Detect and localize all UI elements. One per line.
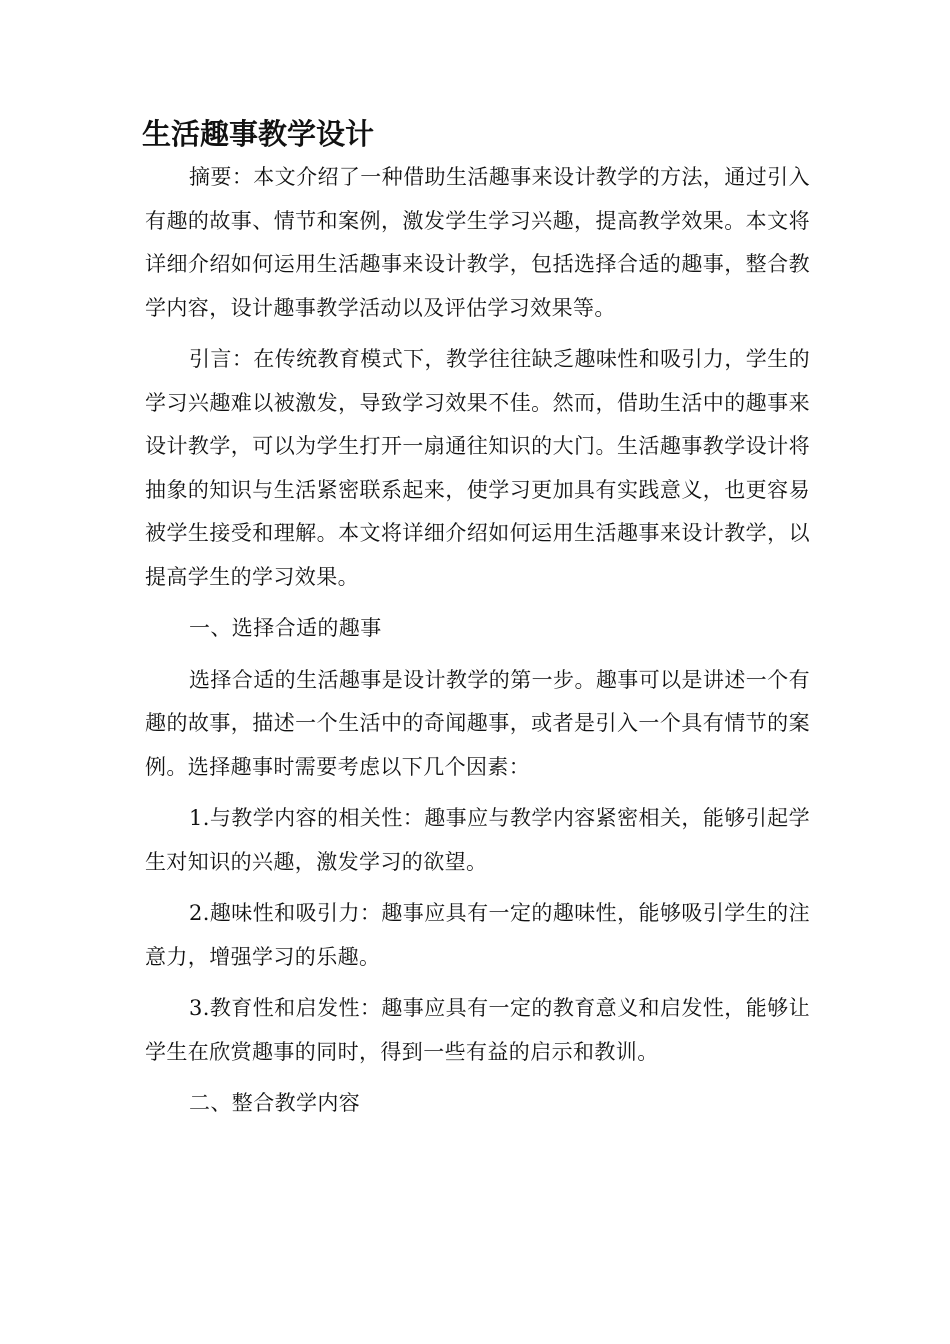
section-1-point-1: 1.与教学内容的相关性：趣事应与教学内容紧密相关，能够引起学生对知识的兴趣，激发学习的欲望。 [145,806,810,874]
section-1-point-3: 3.教育性和启发性：趣事应具有一定的教育意义和启发性，能够让学生在欣赏趣事的同时，得到一些有益的启示和教训。 [145,996,810,1064]
section-1-intro-paragraph: 选择合适的生活趣事是设计教学的第一步。趣事可以是讲述一个有趣的故事，描述一个生活中的奇闻趣事，或者是引入一个具有情节的案例。选择趣事时需要考虑以下几个因素： [145,667,810,779]
document-title: 生活趣事教学设计 [142,117,375,151]
section-2-heading: 二、整合教学内容 [189,1091,361,1115]
introduction-paragraph: 引言：在传统教育模式下，教学往往缺乏趣味性和吸引力，学生的学习兴趣难以被激发，导致学习效果不佳。然而，借助生活中的趣事来设计教学，可以为学生打开一扇通往知识的大门。生活趣事教学设计将抽象的知识与生活紧密联系起来，使学习更加具有实践意义，也更容易被学生接受和理解。本文将详细介绍如何运用生活趣事来设计教学，以提高学生的学习效果。 [145,347,810,589]
section-1-heading: 一、选择合适的趣事 [189,616,382,640]
document-body [142,112,810,1134]
section-1-point-2: 2.趣味性和吸引力：趣事应具有一定的趣味性，能够吸引学生的注意力，增强学习的乐趣。 [145,901,810,969]
abstract-paragraph: 摘要：本文介绍了一种借助生活趣事来设计教学的方法，通过引入有趣的故事、情节和案例，激发学生学习兴趣，提高教学效果。本文将详细介绍如何运用生活趣事来设计教学，包括选择合适的趣事，整合教学内容，设计趣事教学活动以及评估学习效果等。 [145,165,810,320]
